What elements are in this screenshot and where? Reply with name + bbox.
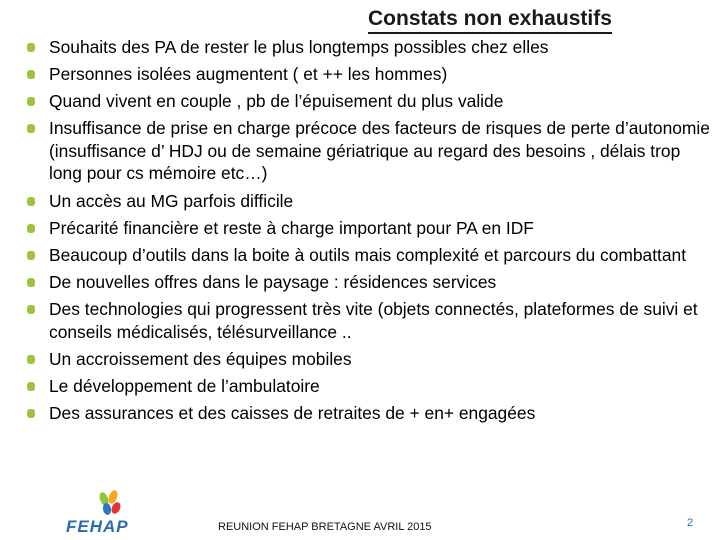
bullet-text: Un accroissement des équipes mobiles [49,348,352,369]
bullet-item [18,63,710,86]
fehap-logo [60,490,140,536]
bullet-text: Des assurances et des caisses de retraites de + en+ engagées [49,402,536,423]
bullet-item [18,217,710,240]
slide-title: Constats non exhaustifs [368,6,612,34]
bullet-item [18,244,710,267]
bullet-icon [27,409,35,418]
bullet-item [18,271,710,294]
bullet-text: Souhaits des PA de rester le plus longtemps possibles chez elles [49,37,549,57]
bullet-item [18,90,710,113]
bullet-icon [27,97,35,106]
logo-petals-icon [98,490,122,516]
bullet-icon [27,224,35,233]
bullet-text: Précarité financière et reste à charge important pour PA en IDF [49,217,534,238]
bullet-text: Le développement de l’ambulatoire [49,375,320,396]
bullet-item [18,36,710,59]
bullet-item [18,402,710,425]
bullet-icon [27,197,35,206]
bullet-icon [27,251,35,260]
bullet-text: Un accès au MG parfois difficile [49,190,294,211]
bullet-list [18,36,710,429]
bullet-icon [27,305,35,314]
bullet-text: Insuffisance de prise en charge précoce des facteurs de risques de perte d’autonomie (insuffisance d’ HDJ ou de semaine gériatrique au regard des besoins , délais trop long pour cs mémoire etc…) [49,118,710,184]
page-number: 2 [687,517,694,529]
bullet-text: De nouvelles offres dans le paysage : résidences services [49,271,497,292]
bullet-icon [27,43,35,52]
logo-text: FEHAP [66,517,129,536]
bullet-icon [27,278,35,287]
bullet-text: Quand vivent en couple , pb de l’épuisement du plus valide [49,91,504,112]
bullet-icon [27,355,35,364]
bullet-item [18,117,710,185]
bullet-text: Personnes isolées augmentent ( et ++ les hommes) [49,64,448,85]
bullet-icon [27,70,35,79]
bullet-item [18,190,710,213]
bullet-item [18,348,710,371]
footer-text: REUNION FEHAP BRETAGNE AVRIL 2015 [218,521,432,533]
bullet-icon [27,124,35,133]
bullet-icon [27,382,35,391]
bullet-item [18,375,710,398]
bullet-text: Des technologies qui progressent très vite (objets connectés, plateformes de suivi et conseils médicalisés, télésurveillance .. [49,298,698,342]
bullet-item [18,298,710,343]
bullet-text: Beaucoup d’outils dans la boite à outils mais complexité et parcours du combattant [49,244,687,265]
